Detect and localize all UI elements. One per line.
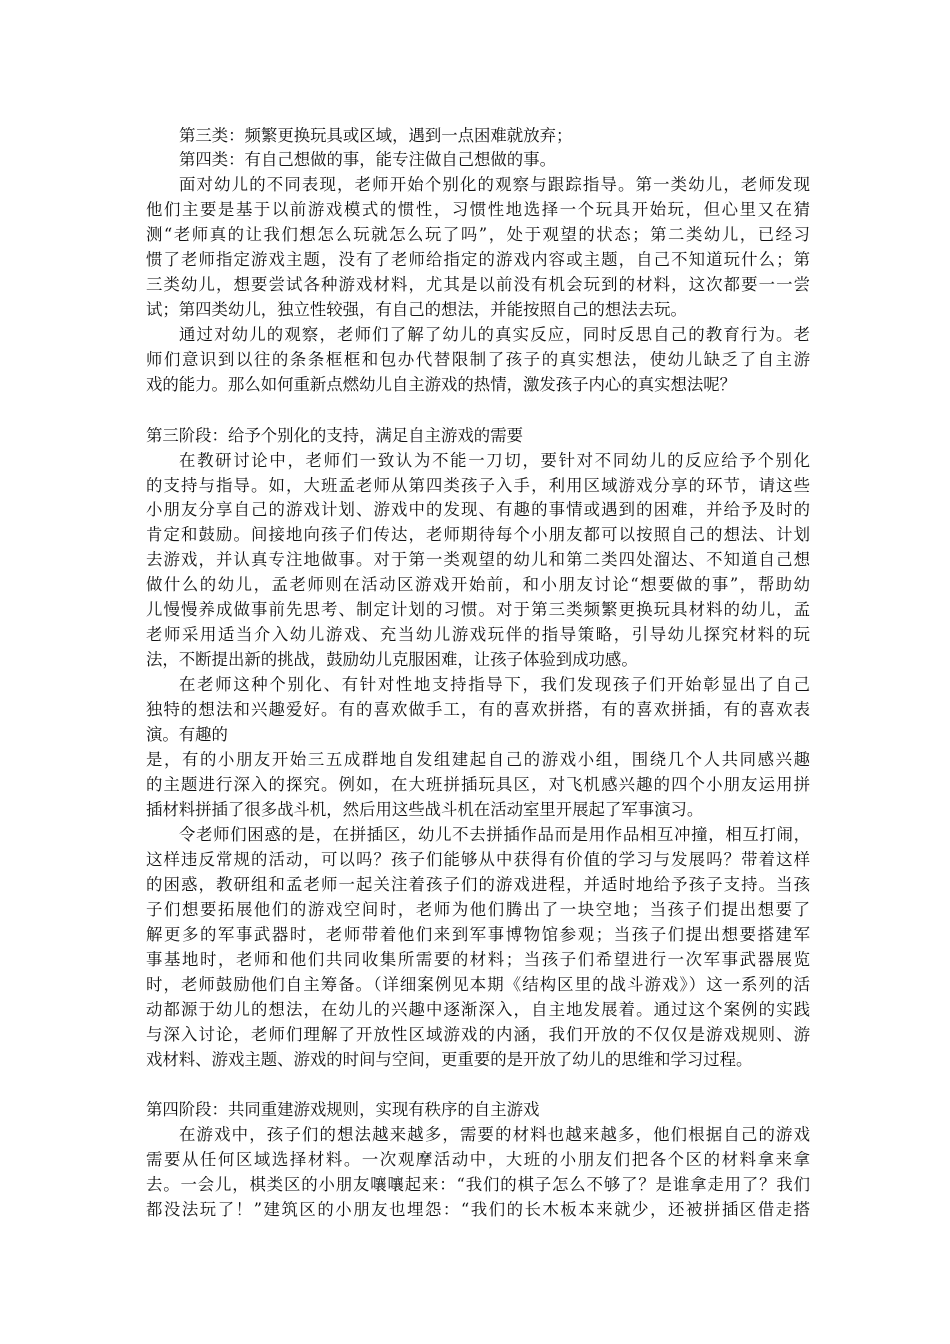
text-line: 三类幼儿，想要尝试各种游戏材料，尤其是以前没有机会玩到的材料，这次都要一一尝 (146, 275, 810, 294)
text-line: 去游戏，并认真专注地做事。对于第一类观望的幼儿和第二类四处溜达、不知道自己想 (146, 550, 810, 569)
text-line: 面对幼儿的不同表现，老师开始个别化的观察与跟踪指导。第一类幼儿，老师发现 (179, 175, 810, 194)
text-line: 都没法玩了！”建筑区的小朋友也埋怨：“我们的长木板本来就少，还被拼插区借走搭 (146, 1200, 810, 1219)
text-line: 第四类：有自己想做的事，能专注做自己想做的事。 (179, 150, 556, 169)
text-line: 师们意识到以往的条条框框和包办代替限制了孩子的真实想法，使幼儿缺乏了自主游 (146, 350, 810, 369)
text-line: 测“老师真的让我们想怎么玩就怎么玩了吗”，处于观望的状态；第二类幼儿，已经习 (146, 225, 810, 244)
text-line: 动都源于幼儿的想法，在幼儿的兴趣中逐渐深入，自主地发展着。通过这个案例的实践 (146, 1000, 810, 1019)
text-line: 儿慢慢养成做事前先思考、制定计划的习惯。对于第三类频繁更换玩具材料的幼儿，孟 (146, 600, 810, 619)
text-line: 时，老师鼓励他们自主筹备。（详细案例见本期《结构区里的战斗游戏》）这一系列的活 (146, 975, 810, 994)
section-heading: 第三阶段：给予个别化的支持，满足自主游戏的需要 (146, 426, 523, 445)
text-line: 在教研讨论中，老师们一致认为不能一刀切，要针对不同幼儿的反应给予个别化 (179, 451, 810, 470)
text-line: 的困惑，教研组和孟老师一起关注着孩子们的游戏进程，并适时地给予孩子支持。当孩 (146, 875, 810, 894)
text-line: 是，有的小朋友开始三五成群地自发组建起自己的游戏小组，围绕几个人共同感兴趣 (146, 750, 810, 769)
text-line: 令老师们困惑的是，在拼插区，幼儿不去拼插作品而是用作品相互冲撞，相互打闹， (179, 825, 810, 844)
text-line: 子们想要拓展他们的游戏空间时，老师为他们腾出了一块空地；当孩子们提出想要了 (146, 900, 810, 919)
text-line: 通过对幼儿的观察，老师们了解了幼儿的真实反应，同时反思自己的教育行为。老 (179, 325, 810, 344)
section-heading: 第四阶段：共同重建游戏规则，实现有秩序的自主游戏 (146, 1100, 540, 1119)
text-line: 戏的能力。那么如何重新点燃幼儿自主游戏的热情，激发孩子内心的真实想法呢？ (146, 375, 737, 394)
text-line: 法，不断提出新的挑战，鼓励幼儿克服困难，让孩子体验到成功感。 (146, 650, 638, 669)
text-line: 在游戏中，孩子们的想法越来越多，需要的材料也越来越多，他们根据自己的游戏 (179, 1125, 810, 1144)
text-line: 肯定和鼓励。间接地向孩子们传达，老师期待每个小朋友都可以按照自己的想法、计划 (146, 525, 810, 544)
text-line: 戏材料、游戏主题、游戏的时间与空间，更重要的是开放了幼儿的思维和学习过程。 (146, 1050, 753, 1069)
text-line: 他们主要是基于以前游戏模式的惯性，习惯性地选择一个玩具开始玩，但心里又在猜 (146, 200, 810, 219)
text-line: 解更多的军事武器时，老师带着他们来到军事博物馆参观；当孩子们提出想要搭建军 (146, 925, 810, 944)
text-line: 演。有趣的 (146, 725, 228, 744)
text-line: 在老师这种个别化、有针对性地支持指导下，我们发现孩子们开始彰显出了自己 (179, 675, 810, 694)
text-line: 老师采用适当介入幼儿游戏、充当幼儿游戏玩伴的指导策略，引导幼儿探究材料的玩 (146, 625, 810, 644)
text-line: 需要从任何区域选择材料。一次观摩活动中，大班的小朋友们把各个区的材料拿来拿 (146, 1150, 810, 1169)
text-line: 做什么的幼儿，孟老师则在活动区游戏开始前，和小朋友讨论“想要做的事”，帮助幼 (146, 575, 810, 594)
text-line: 惯了老师指定游戏主题，没有了老师给指定的游戏内容或主题，自己不知道玩什么；第 (146, 250, 810, 269)
text-line: 小朋友分享自己的游戏计划、游戏中的发现、有趣的事情或遇到的困难，并给予及时的 (146, 500, 810, 519)
text-line: 第三类：频繁更换玩具或区域，遇到一点困难就放弃； (179, 126, 573, 145)
text-line: 事基地时，老师和他们共同收集所需要的材料；当孩子们希望进行一次军事武器展览 (146, 950, 810, 969)
text-line: 试；第四类幼儿，独立性较强，有自己的想法，并能按照自己的想法去玩。 (146, 300, 687, 319)
text-line: 独特的想法和兴趣爱好。有的喜欢做手工，有的喜欢拼搭，有的喜欢拼插，有的喜欢表 (146, 700, 810, 719)
text-line: 与深入讨论，老师们理解了开放性区域游戏的内涵，我们开放的不仅仅是游戏规则、游 (146, 1025, 810, 1044)
text-line: 的支持与指导。如，大班孟老师从第四类孩子入手，利用区域游戏分享的环节，请这些 (146, 476, 810, 495)
text-line: 插材料拼插了很多战斗机，然后用这些战斗机在活动室里开展起了军事演习。 (146, 800, 704, 819)
text-line: 的主题进行深入的探究。例如，在大班拼插玩具区，对飞机感兴趣的四个小朋友运用拼 (146, 775, 810, 794)
text-line: 这样违反常规的活动，可以吗？孩子们能够从中获得有价值的学习与发展吗？带着这样 (146, 850, 810, 869)
text-line: 去。一会儿，棋类区的小朋友嚷嚷起来：“我们的棋子怎么不够了？是谁拿走用了？我们 (146, 1175, 810, 1194)
